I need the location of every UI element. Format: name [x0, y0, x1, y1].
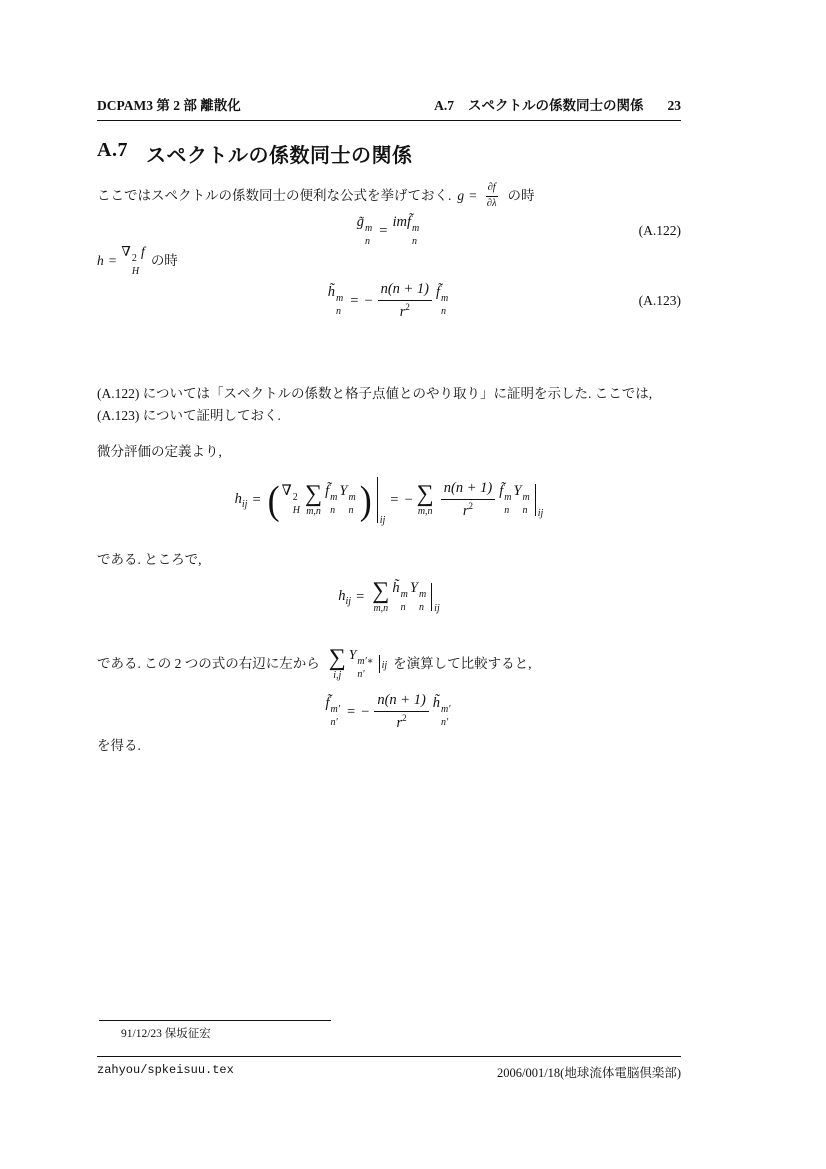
equals-sign: =: [390, 491, 399, 508]
laplacian-operator: ∇ 2 H: [281, 483, 301, 516]
intro-text: ここではスペクトルの係数同士の便利な公式を挙げておく.: [97, 188, 452, 203]
page-content: [97, 0, 681, 1169]
section-heading-number: A.7: [97, 139, 128, 161]
minus-sign: −: [404, 491, 413, 508]
paragraph-intro: [97, 181, 681, 211]
equals-sign: =: [350, 292, 359, 309]
f-tilde-Y: f̃ m n Y m n: [325, 483, 356, 516]
footer-rule: [97, 1056, 681, 1057]
sum-mn: ∑ m,n: [372, 577, 390, 615]
equals-sign: =: [346, 703, 356, 720]
operation-text-lead: である. この 2 つの式の右辺に左から: [97, 656, 320, 671]
h-ij: $h_{ij}$: [338, 588, 352, 608]
equation-h-expansion: [97, 468, 681, 532]
proof-reference-line1: (A.122) については「スペクトルの係数と格子点値とのやり取り」に証明を示した. ここでは,: [97, 386, 653, 401]
paragraph-operation: [97, 636, 681, 692]
vertical-bar: [377, 477, 378, 523]
equals-sign: =: [252, 491, 261, 508]
page-header: [97, 94, 681, 121]
fraction-nn1-r2: $\frac{n(n + 1)}{r^2}$: [441, 480, 495, 520]
header-page-number: 23: [667, 98, 681, 113]
equation-a122: [97, 213, 681, 249]
fraction-nn1-r2: $\frac{n(n + 1)}{r^2}$: [378, 281, 432, 321]
right-paren: ): [359, 477, 372, 523]
evaluated-at-ij: ij: [379, 655, 388, 674]
header-section-number: A.7: [434, 98, 454, 113]
equals-sign: =: [469, 188, 477, 203]
operation-text-tail: を演算して比較すると,: [393, 656, 532, 671]
vertical-bar: [535, 484, 536, 516]
equation-number-a123: (A.123): [638, 293, 681, 308]
equation-number-a122: (A.122): [638, 223, 681, 238]
equals-sign: =: [356, 588, 365, 605]
equation-h-spectral: [97, 574, 681, 620]
footnote-text: 91/12/23 保坂征宏: [121, 1028, 211, 1040]
equals-sign: =: [108, 253, 117, 268]
h-definition-suffix: の時: [150, 253, 178, 268]
paragraph-proof-reference: [97, 383, 681, 427]
Y-conjugate: Y m′∗ n′: [348, 647, 374, 680]
minus-sign: −: [361, 703, 370, 720]
footnote-rule: [99, 1020, 331, 1021]
inline-fraction-df-dlambda: $\frac{\partial f}{\partial\lambda}$: [486, 182, 497, 209]
evaluated-at-ij: ij: [377, 477, 386, 523]
footer-filename: zahyou/spkeisuu.tex: [97, 1063, 234, 1077]
eq122-lhs: g̃ m n: [356, 214, 373, 247]
paragraph-conclusion: を得る.: [97, 738, 141, 753]
line-h-definition: [97, 244, 681, 277]
eq123-rhs: f̃ m n: [436, 284, 449, 317]
section-heading-text: スペクトルの係数同士の関係: [145, 145, 413, 167]
sum-ij: ∑ i,j: [328, 644, 346, 682]
h-tilde-prime: h̃ m′ n′: [432, 695, 451, 728]
h-tilde-Y: h̃ m n Y m n: [392, 580, 427, 613]
paragraph-derivative-definition: 微分評価の定義より,: [97, 444, 222, 459]
eq123-lhs: h̃ m n: [327, 284, 344, 317]
page-footer: [97, 1063, 681, 1081]
sum-mn: ∑ m,n: [416, 480, 434, 518]
f-tilde-Y: f̃ m n Y m n: [499, 483, 530, 516]
h-symbol: h: [97, 252, 104, 268]
left-paren: (: [267, 477, 280, 523]
h-ij: $h_{ij}$: [234, 491, 248, 511]
paragraph-dearu-tokorode: である. ところで,: [97, 552, 202, 567]
equals-sign: =: [379, 222, 388, 239]
eq122-rhs: imf̃ m n: [392, 214, 420, 247]
header-section-title: スペクトルの係数同士の関係: [468, 98, 644, 113]
equation-a123: [97, 278, 681, 324]
sum-mn: ∑ m,n: [305, 480, 323, 518]
header-right: [434, 94, 681, 114]
laplacian-f: ∇ 2 H f: [121, 244, 145, 277]
header-left-title: DCPAM3 第 2 部 離散化: [97, 98, 241, 113]
footer-publisher: 2006/001/18(地球流体電脳倶楽部): [496, 1066, 681, 1080]
f-tilde-prime: f̃ m′ n′: [325, 695, 340, 728]
inline-math-g-definition: g: [457, 187, 465, 203]
vertical-bar: [379, 655, 380, 673]
vertical-bar: [431, 583, 432, 611]
section-heading: [97, 139, 412, 168]
evaluated-at-ij: ij: [431, 583, 440, 611]
equation-result: [97, 690, 681, 734]
proof-reference-line2: (A.123) について証明しておく.: [97, 408, 281, 423]
intro-text-suffix: の時: [507, 188, 535, 203]
evaluated-at-ij: ij: [535, 484, 544, 516]
minus-sign: −: [364, 292, 373, 309]
fraction-nn1-r2: $\frac{n(n + 1)}{r^2}$: [374, 692, 428, 732]
